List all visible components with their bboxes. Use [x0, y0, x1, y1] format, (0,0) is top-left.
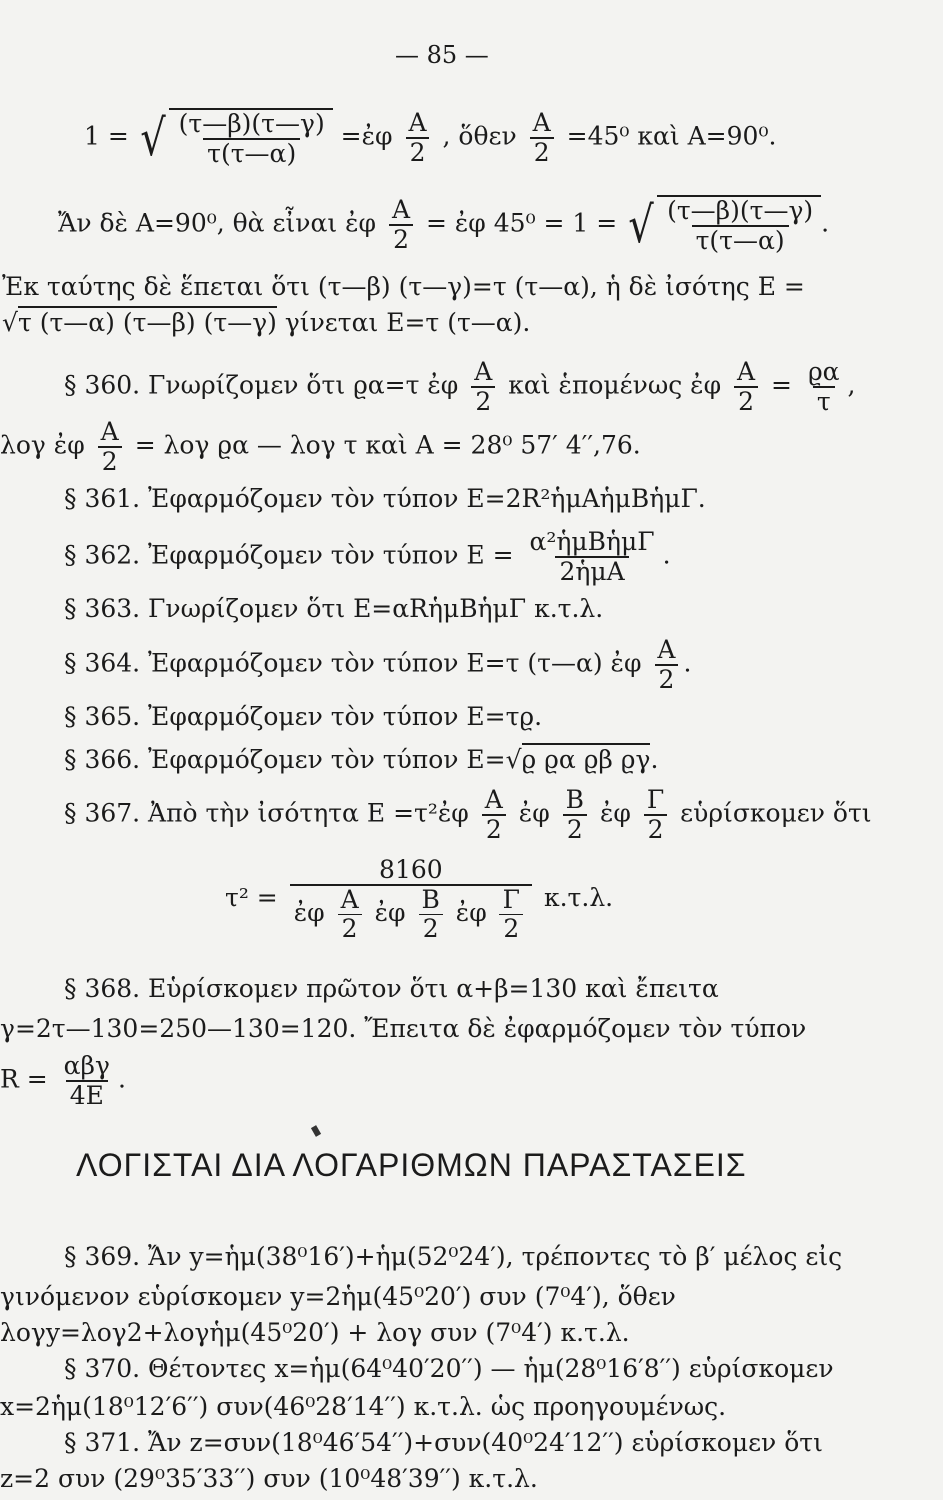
equation-tau-squared: τ² = 8160 ἐφ $\frac{A}{2}$ ἐφ $\frac{B}{2}$ ἐφ $\frac{\Gamma}{2}$ κ.τ.λ.: [225, 855, 614, 943]
square-root: √ $\frac{(\tau—\beta)(\tau—\gamma)}{\tau(\tau—\alpha)}$: [137, 108, 333, 168]
text-line-20: λογy=λογ2+λογἡμ(45⁰20′) + λογ συν (7⁰4′) κ.τ.λ.: [0, 1318, 630, 1347]
paragraph-360: § 360. Γνωρίζομεν ὅτι ϱα=τ ἐφ $\frac{A}{2}$ καὶ ἑπομένως ἐφ $\frac{A}{2}$ = $\frac{ϱ\alpha}{\tau}$ ,: [64, 357, 856, 416]
equation-line-2: Ἄν δὲ A=90⁰, θὰ εἶναι ἐφ $\frac{A}{2}$ = ἐφ 45⁰ = 1 = √ $\frac{(\tau—\beta)(\tau—\gamma)}{\tau(\tau—\alpha)}$ .: [58, 195, 830, 255]
text-line-22: x=2ἡμ(18⁰12′6′′) συν(46⁰28′14′′) κ.τ.λ. ὡς προηγουμένως.: [0, 1392, 727, 1421]
paragraph-364: § 364. Ἐφαρμόζομεν τὸν τύπον E=τ (τ—α) ἐφ $\frac{A}{2}$ .: [64, 635, 692, 694]
equation-R: R = $\frac{\text{αβγ}}{4E}$ .: [0, 1051, 126, 1110]
paragraph-367: § 367. Ἀπὸ τὴν ἰσότητα E =τ²ἐφ $\frac{A}{2}$ ἐφ $\frac{B}{2}$ ἐφ $\frac{\Gamma}{2}$ εὑρίσκομεν ὅτι: [64, 785, 872, 844]
text-line-4: √τ (τ—α) (τ—β) (τ—γ) γίνεται E=τ (τ—α).: [2, 308, 531, 337]
text-line-3: Ἐκ ταύτης δὲ ἕπεται ὅτι (τ—β) (τ—γ)=τ (τ—α), ἡ δὲ ἰσότης E =: [2, 272, 805, 301]
paragraph-371: § 371. Ἄν z=συν(18⁰46′54′′)+συν(40⁰24′12′′) εὑρίσκομεν ὅτι: [64, 1428, 823, 1457]
paragraph-363: § 363. Γνωρίζομεν ὅτι E=αRἡμBἡμΓ κ.τ.λ.: [64, 594, 604, 623]
text-line-19: γινόμενον εὑρίσκομεν y=2ἡμ(45⁰20′) συν (7⁰4′), ὅθεν: [0, 1282, 676, 1311]
page-number: — 85 —: [395, 41, 489, 69]
text-line-24: z=2 συν (29⁰35′33′′) συν (10⁰48′39′′) κ.τ.λ.: [0, 1464, 538, 1493]
square-root: √ $\frac{(\tau—\beta)(\tau—\gamma)}{\tau(\tau—\alpha)}$: [625, 195, 821, 255]
text-line-16: γ=2τ—130=250—130=120. Ἔπειτα δὲ ἐφαρμόζομεν τὸν τύπον: [0, 1014, 807, 1043]
paragraph-365: § 365. Ἐφαρμόζομεν τὸν τύπον E=τϱ.: [64, 702, 543, 731]
ink-speck: [311, 1125, 321, 1137]
paragraph-370: § 370. Θέτοντες x=ἡμ(64⁰40′20′′) — ἡμ(28⁰16′8′′) εὑρίσκομεν: [64, 1354, 834, 1383]
paragraph-369: § 369. Ἄν y=ἡμ(38⁰16′)+ἡμ(52⁰24′), τρέποντες τὸ β′ μέλος εἰς: [64, 1242, 843, 1271]
equation-line-1: 1 = √ $\frac{(\tau—\beta)(\tau—\gamma)}{\tau(\tau—\alpha)}$ =ἐφ $\frac{A}{2}$ , ὅθεν $\frac{A}{2}$ =45⁰ καὶ A=90⁰.: [84, 108, 777, 168]
text-line-6: λογ ἐφ $\frac{A}{2}$ = λογ ϱα — λογ τ καὶ A = 28⁰ 57′ 4′′,76.: [0, 417, 641, 476]
paragraph-366: § 366. Ἐφαρμόζομεν τὸν τύπον E=√ϱ ϱα ϱβ ϱγ.: [64, 745, 659, 774]
paragraph-361: § 361. Ἐφαρμόζομεν τὸν τύπον E=2R²ἡμAἡμBἡμΓ.: [64, 484, 706, 513]
section-heading: ΛΟΓΙΣΤΑΙ ΔΙΑ ΛΟΓΑΡΙΘΜΩΝ ΠΑΡΑΣΤΑΣΕΙΣ: [76, 1147, 747, 1183]
paragraph-362: § 362. Ἐφαρμόζομεν τὸν τύπον E = $\frac{\text{α²ἡμBἡμΓ}}{\text{2ἡμA}}$ .: [64, 527, 671, 586]
paragraph-368: § 368. Εὑρίσκομεν πρῶτον ὅτι α+β=130 καὶ ἔπειτα: [64, 974, 719, 1003]
